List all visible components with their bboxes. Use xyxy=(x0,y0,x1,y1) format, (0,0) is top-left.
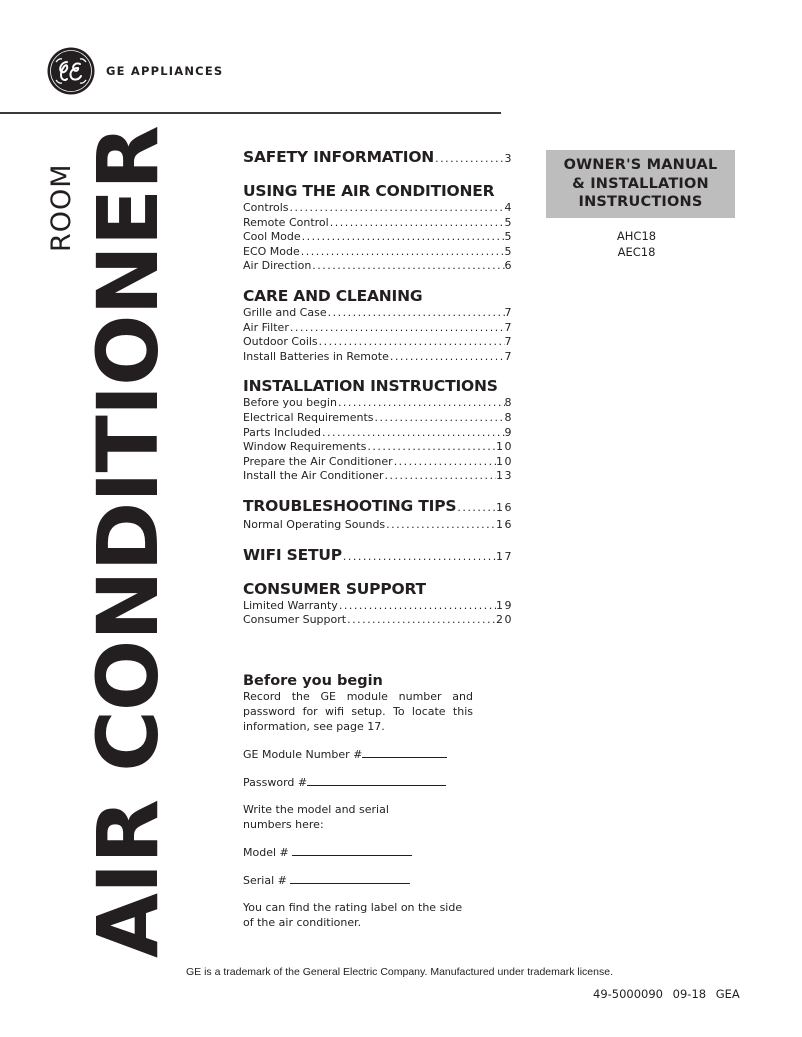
dot-leader xyxy=(289,321,505,336)
toc-item-label: Normal Operating Sounds xyxy=(243,517,386,531)
toc-item[interactable] xyxy=(243,440,513,455)
toc-item-label: Cool Mode xyxy=(243,230,301,244)
toc-item[interactable] xyxy=(243,599,513,614)
serial-field[interactable] xyxy=(243,872,473,888)
toc-section-installation xyxy=(243,376,513,484)
toc-page-number: 7 xyxy=(504,305,513,319)
toc-item-label: Parts Included xyxy=(243,425,321,439)
dot-leader xyxy=(311,259,504,274)
dot-leader xyxy=(385,518,496,533)
toc-item[interactable] xyxy=(243,613,513,628)
toc-item[interactable] xyxy=(243,518,513,533)
toc-page-number: 17 xyxy=(496,549,513,563)
dot-leader xyxy=(327,306,505,321)
dot-leader xyxy=(374,411,505,426)
model-number: AEC18 xyxy=(617,245,656,259)
ge-monogram-icon xyxy=(47,47,95,95)
manual-box-line: INSTRUCTIONS xyxy=(578,194,703,211)
toc-item-label: Before you begin xyxy=(243,396,337,410)
module-number-blank[interactable] xyxy=(362,746,447,758)
toc-item-label: Remote Control xyxy=(243,215,329,229)
model-list xyxy=(546,228,727,260)
toc-page-number: 9 xyxy=(504,425,513,439)
toc-page-number: 6 xyxy=(504,259,513,273)
module-number-field[interactable] xyxy=(243,746,473,762)
dot-leader xyxy=(389,350,505,365)
model-label: Model # xyxy=(243,846,293,859)
dot-leader xyxy=(384,469,496,484)
dot-leader xyxy=(434,149,504,169)
toc-item[interactable] xyxy=(243,411,513,426)
toc-page-number: 20 xyxy=(496,613,513,627)
toc-item[interactable] xyxy=(243,469,513,484)
title-room: ROOM xyxy=(46,163,77,252)
company-code: GEA xyxy=(715,987,740,1001)
dot-leader xyxy=(318,335,505,350)
toc-heading-label: INSTALLATION INSTRUCTIONS xyxy=(243,377,498,396)
dot-leader xyxy=(321,426,505,441)
toc-item[interactable] xyxy=(243,230,513,245)
password-label: Password # xyxy=(243,776,308,789)
header-divider xyxy=(0,112,501,114)
toc-heading xyxy=(243,579,513,599)
toc-item[interactable] xyxy=(243,259,513,274)
toc-heading-label: CARE AND CLEANING xyxy=(243,286,423,305)
trademark-notice: GE is a trademark of the General Electric Company. Manufactured under trademark license. xyxy=(186,966,613,978)
doc-number: 49-5000090 xyxy=(593,987,663,1001)
toc-page-number: 10 xyxy=(496,440,513,454)
toc-item-label: Air Filter xyxy=(243,320,289,334)
toc-item[interactable] xyxy=(243,455,513,470)
model-blank[interactable] xyxy=(292,844,412,856)
toc-item-label: Install Batteries in Remote xyxy=(243,349,389,363)
dot-leader xyxy=(393,455,496,470)
toc-heading xyxy=(243,286,513,306)
password-blank[interactable] xyxy=(307,774,446,786)
wifi-intro-text: Record the GE module number and password for wifi setup. To locate this information, see page 17. xyxy=(243,690,473,733)
module-number-label: GE Module Number # xyxy=(243,748,363,761)
title-air-conditioner: AIR CONDITIONER xyxy=(79,126,177,958)
toc-page-number: 7 xyxy=(504,320,513,334)
model-field[interactable] xyxy=(243,844,473,860)
toc-item[interactable] xyxy=(243,216,513,231)
toc-item-label: Prepare the Air Conditioner xyxy=(243,454,393,468)
toc-heading-label: SAFETY INFORMATION xyxy=(243,148,435,166)
toc-section-wifi xyxy=(243,545,513,567)
toc-heading-label: TROUBLESHOOTING TIPS xyxy=(243,496,457,515)
owners-manual-box xyxy=(546,150,735,218)
toc-section-consumer xyxy=(243,579,513,628)
toc-item-label: Consumer Support xyxy=(243,613,347,627)
toc-heading-label: WIFI SETUP xyxy=(243,545,342,564)
toc-item-label: Window Requirements xyxy=(243,440,367,454)
toc-page-number: 8 xyxy=(504,396,513,410)
toc-item[interactable] xyxy=(243,426,513,441)
toc-heading[interactable] xyxy=(243,147,513,169)
manual-box-line: OWNER'S MANUAL xyxy=(563,157,718,174)
document-number xyxy=(593,987,740,1001)
toc-item[interactable] xyxy=(243,335,513,350)
toc-page-number: 5 xyxy=(504,230,513,244)
model-number: AHC18 xyxy=(616,229,657,243)
toc-item[interactable] xyxy=(243,396,513,411)
serial-label: Serial # xyxy=(243,874,291,887)
toc-section-using xyxy=(243,181,513,274)
dot-leader xyxy=(338,599,496,614)
toc-item-label: Limited Warranty xyxy=(243,598,338,612)
dot-leader xyxy=(346,613,496,628)
toc-item[interactable] xyxy=(243,350,513,365)
dot-leader xyxy=(456,498,496,518)
toc-page-number: 16 xyxy=(496,517,513,531)
table-of-contents xyxy=(243,147,513,640)
toc-item[interactable] xyxy=(243,245,513,260)
toc-item-label: Grille and Case xyxy=(243,305,327,319)
toc-page-number: 8 xyxy=(504,410,513,424)
toc-page-number: 16 xyxy=(496,500,513,514)
toc-page-number: 13 xyxy=(496,469,513,483)
model-serial-intro: Write the model and serial numbers here: xyxy=(243,803,389,831)
toc-page-number: 4 xyxy=(504,201,513,214)
toc-page-number: 5 xyxy=(504,244,513,258)
toc-heading-label: USING THE AIR CONDITIONER xyxy=(243,182,495,200)
toc-item-label: ECO Mode xyxy=(243,244,300,258)
dot-leader xyxy=(342,547,496,567)
toc-item-label: Outdoor Coils xyxy=(243,335,318,349)
toc-section-troubleshooting xyxy=(243,496,513,533)
dot-leader xyxy=(300,245,505,260)
toc-page-number: 10 xyxy=(496,454,513,468)
toc-item-label: Air Direction xyxy=(243,259,312,273)
brand-name: GE APPLIANCES xyxy=(106,64,224,78)
toc-page-number: 19 xyxy=(496,598,513,612)
dot-leader xyxy=(366,440,496,455)
toc-item[interactable] xyxy=(243,201,513,216)
toc-item-label: Electrical Requirements xyxy=(243,410,374,424)
toc-heading[interactable] xyxy=(243,545,513,567)
before-you-begin-heading: Before you begin xyxy=(243,673,383,689)
toc-heading-label: CONSUMER SUPPORT xyxy=(243,579,426,598)
toc-item-label: Install the Air Conditioner xyxy=(243,469,384,483)
before-you-begin xyxy=(243,673,473,930)
toc-item[interactable] xyxy=(243,306,513,321)
toc-section-safety xyxy=(243,147,513,169)
toc-heading xyxy=(243,376,513,396)
toc-item-label: Controls xyxy=(243,201,289,214)
dot-leader xyxy=(289,201,505,216)
toc-page-number: 5 xyxy=(504,215,513,229)
toc-page-number: 3 xyxy=(504,152,513,165)
serial-blank[interactable] xyxy=(290,872,410,884)
dot-leader xyxy=(337,396,505,411)
toc-heading xyxy=(243,181,513,201)
toc-page-number: 7 xyxy=(504,335,513,349)
date-code: 09-18 xyxy=(672,987,707,1001)
manual-box-line: & INSTALLATION xyxy=(572,175,709,192)
password-field[interactable] xyxy=(243,774,473,790)
rating-label-note: You can find the rating label on the side of the air conditioner. xyxy=(243,901,463,929)
dot-leader xyxy=(329,216,505,231)
toc-heading[interactable] xyxy=(243,496,513,518)
dot-leader xyxy=(301,230,505,245)
toc-section-care xyxy=(243,286,513,364)
toc-page-number: 7 xyxy=(504,349,513,363)
toc-item[interactable] xyxy=(243,321,513,336)
